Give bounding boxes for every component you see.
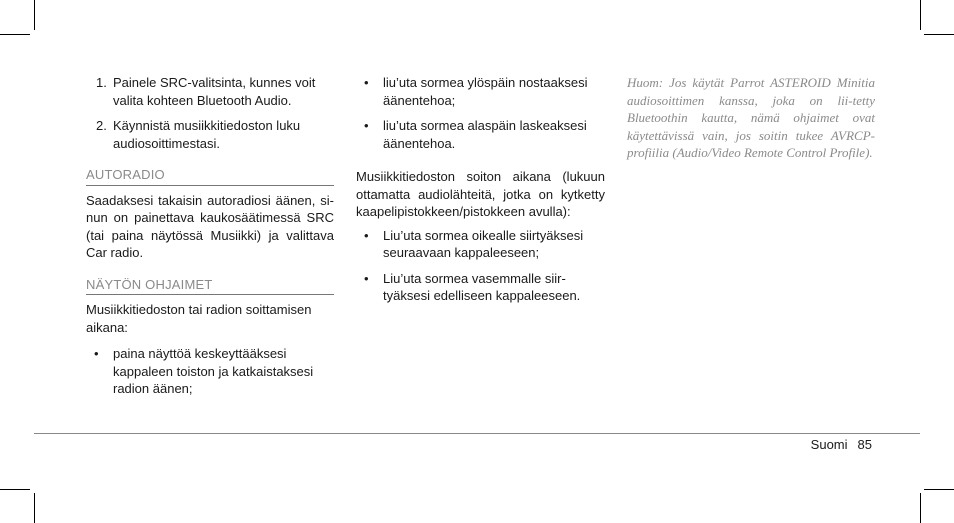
step-text: Painele SRC-valitsinta, kunnes voit valita kohteen Bluetooth Audio. bbox=[113, 75, 316, 108]
playback-paragraph: Musiikkitiedoston soiton aikana (lukuun ottamatta audiolähteitä, jotka on kytketty kaapelipistokkeen/pistokkeen avulla): bbox=[356, 169, 605, 219]
list-item bbox=[356, 117, 605, 152]
section-heading-controls: NÄYTÖN OHJAIMET bbox=[86, 276, 334, 296]
list-item bbox=[356, 270, 605, 305]
list-item bbox=[86, 345, 334, 398]
list-item bbox=[86, 117, 334, 152]
bullet: • bbox=[364, 270, 369, 286]
crop-mark bbox=[920, 0, 921, 30]
steps-list bbox=[86, 74, 334, 152]
crop-mark bbox=[0, 489, 30, 490]
crop-mark bbox=[924, 489, 954, 490]
bullet: • bbox=[364, 75, 369, 90]
step-number: 2. bbox=[96, 118, 107, 133]
list-item bbox=[86, 74, 334, 109]
list-item bbox=[356, 74, 605, 109]
page-number: 85 bbox=[857, 437, 872, 452]
bullet: • bbox=[364, 118, 369, 133]
note-paragraph: Huom: Jos käytät Parrot ASTEROID Minitia audiosoittimen kanssa, joka on lii-tetty Bluetoothin kautta, nämä ohjaimet ovat käytettävissä vain, jos soitin tukee AVRCP-profiilia (Audio/Video Remote Control Profile). bbox=[627, 75, 875, 160]
column-3 bbox=[627, 74, 875, 162]
footer-divider bbox=[34, 433, 920, 434]
track-list bbox=[356, 227, 605, 305]
bullet-text: paina näyttöä keskeyttääksesi kappaleen toiston ja katkaistaksesi radion äänen; bbox=[113, 346, 314, 396]
crop-mark bbox=[34, 493, 35, 523]
crop-mark bbox=[924, 34, 954, 35]
crop-mark bbox=[920, 493, 921, 523]
bullet: • bbox=[364, 227, 369, 243]
page-footer bbox=[801, 437, 872, 452]
crop-mark bbox=[0, 34, 30, 35]
bullet-text: Liu’uta sormea oikealle siirtyäksesi seuraavaan kappaleeseen; bbox=[383, 227, 584, 260]
step-text: Käynnistä musiikkitiedoston luku audiosoittimestasi. bbox=[113, 118, 301, 151]
crop-mark bbox=[34, 0, 35, 30]
section-heading-autoradio: AUTORADIO bbox=[86, 166, 334, 186]
column-1 bbox=[86, 74, 334, 406]
autoradio-paragraph: Saadaksesi takaisin autoradiosi äänen, si-nun on painettava kaukosäätimessä SRC (tai paina näytössä Musiikki) ja valittava Car radio. bbox=[86, 192, 334, 260]
controls-intro: Musiikkitiedoston tai radion soittamisen aikana: bbox=[86, 302, 312, 335]
bullet-text: liu’uta sormea ylöspäin nostaaksesi äänentehoa; bbox=[383, 75, 588, 108]
column-2 bbox=[356, 74, 605, 313]
bullet-text: Liu’uta sormea vasemmalle siir-tyäksesi edelliseen kappaleeseen. bbox=[383, 270, 581, 303]
controls-list bbox=[86, 345, 334, 398]
footer-language: Suomi bbox=[810, 437, 848, 452]
volume-list bbox=[356, 74, 605, 152]
bullet: • bbox=[94, 346, 99, 361]
step-number: 1. bbox=[96, 75, 107, 90]
bullet-text: liu’uta sormea alaspäin laskeaksesi äänentehoa. bbox=[383, 118, 587, 151]
list-item bbox=[356, 227, 605, 262]
